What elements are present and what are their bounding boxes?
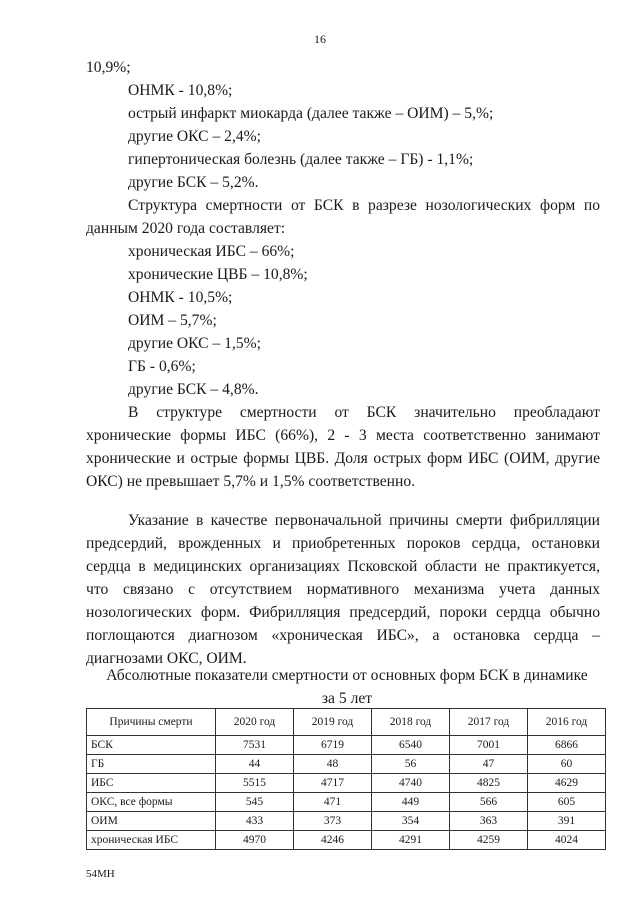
cause-cell: ОИМ xyxy=(87,812,216,831)
column-header: 2016 год xyxy=(528,709,606,736)
value-cell: 605 xyxy=(528,793,606,812)
list-item: ГБ - 0,6%; xyxy=(128,358,196,375)
document-body xyxy=(86,56,600,670)
cause-cell: ОКС, все формы xyxy=(87,793,216,812)
table-row xyxy=(87,831,606,850)
value-cell: 4825 xyxy=(450,774,528,793)
table-header-row xyxy=(87,709,606,736)
table-row xyxy=(87,793,606,812)
table-title-line1: Абсолютные показатели смертности от основных форм БСК в динамике xyxy=(106,667,588,684)
cause-cell: БСК xyxy=(87,736,216,755)
value-cell: 4259 xyxy=(450,831,528,850)
value-cell: 471 xyxy=(294,793,372,812)
paragraph-indication: Указание в качестве первоначальной причины смерти фибрилляции предсердий, врожденных и приобретенных пороков сердца, остановки сердца в медицинских организациях Псковской области не практикуется, что связано с отсутствием нормативного механизма учета данных нозологических форм. Фибрилляция предсердий, пороки сердца обычно поглощаются диагнозом «хроническая ИБС», а остановка сердца – диагнозами ОКС, ОИМ. xyxy=(86,512,600,667)
footer-code: 54МН xyxy=(86,868,115,880)
list-item: другие БСК – 5,2%. xyxy=(128,174,259,191)
value-cell: 4246 xyxy=(294,831,372,850)
value-cell: 7001 xyxy=(450,736,528,755)
value-cell: 566 xyxy=(450,793,528,812)
list-item: хроническая ИБС – 66%; xyxy=(128,243,295,260)
column-header: 2017 год xyxy=(450,709,528,736)
list-item: другие БСК – 4,8%. xyxy=(128,381,259,398)
table-title xyxy=(86,664,608,710)
value-cell: 433 xyxy=(216,812,294,831)
column-header: 2020 год xyxy=(216,709,294,736)
list-item: другие ОКС – 2,4%; xyxy=(128,128,261,145)
table-row xyxy=(87,736,606,755)
list-item: другие ОКС – 1,5%; xyxy=(128,335,261,352)
column-header: 2018 год xyxy=(372,709,450,736)
value-cell: 373 xyxy=(294,812,372,831)
value-cell: 449 xyxy=(372,793,450,812)
value-cell: 4970 xyxy=(216,831,294,850)
column-header: Причины смерти xyxy=(87,709,216,736)
value-cell: 7531 xyxy=(216,736,294,755)
value-cell: 4629 xyxy=(528,774,606,793)
value-cell: 4024 xyxy=(528,831,606,850)
value-cell: 4291 xyxy=(372,831,450,850)
value-cell: 4717 xyxy=(294,774,372,793)
value-cell: 44 xyxy=(216,755,294,774)
paragraph-dominate: В структуре смертности от БСК значительно преобладают хронические формы ИБС (66%), 2 - 3 места соответственно занимают хронические и острые формы ЦВБ. Доля острых форм ИБС (ОИМ, другие ОКС) не превышает 5,7% и 1,5% соответственно. xyxy=(86,404,600,490)
value-cell: 545 xyxy=(216,793,294,812)
paragraph-structure: Структура смертности от БСК в разрезе нозологических форм по данным 2020 года составляет: xyxy=(86,197,600,237)
page-number: 16 xyxy=(314,32,326,46)
list-item: гипертоническая болезнь (далее также – ГБ) - 1,1%; xyxy=(128,151,474,168)
value-cell: 60 xyxy=(528,755,606,774)
value-cell: 6866 xyxy=(528,736,606,755)
value-cell: 4740 xyxy=(372,774,450,793)
value-cell: 6540 xyxy=(372,736,450,755)
value-cell: 47 xyxy=(450,755,528,774)
list-item: ОНМК - 10,8%; xyxy=(128,82,233,99)
list-item: острый инфаркт миокарда (далее также – ОИМ) – 5,%; xyxy=(128,105,494,122)
cause-cell: ИБС xyxy=(87,774,216,793)
table-row xyxy=(87,755,606,774)
column-header: 2019 год xyxy=(294,709,372,736)
cause-cell: хроническая ИБС xyxy=(87,831,216,850)
mortality-table xyxy=(86,708,606,850)
cause-cell: ГБ xyxy=(87,755,216,774)
list-item: хронические ЦВБ – 10,8%; xyxy=(128,266,308,283)
value-cell: 354 xyxy=(372,812,450,831)
value-cell: 6719 xyxy=(294,736,372,755)
value-cell: 56 xyxy=(372,755,450,774)
value-cell: 391 xyxy=(528,812,606,831)
table-row xyxy=(87,812,606,831)
value-cell: 48 xyxy=(294,755,372,774)
list-item: 10,9%; xyxy=(86,59,131,76)
table-row xyxy=(87,774,606,793)
table-title-line2: за 5 лет xyxy=(321,690,373,707)
value-cell: 5515 xyxy=(216,774,294,793)
list-item: ОНМК - 10,5%; xyxy=(128,289,233,306)
value-cell: 363 xyxy=(450,812,528,831)
list-item: ОИМ – 5,7%; xyxy=(128,312,217,329)
